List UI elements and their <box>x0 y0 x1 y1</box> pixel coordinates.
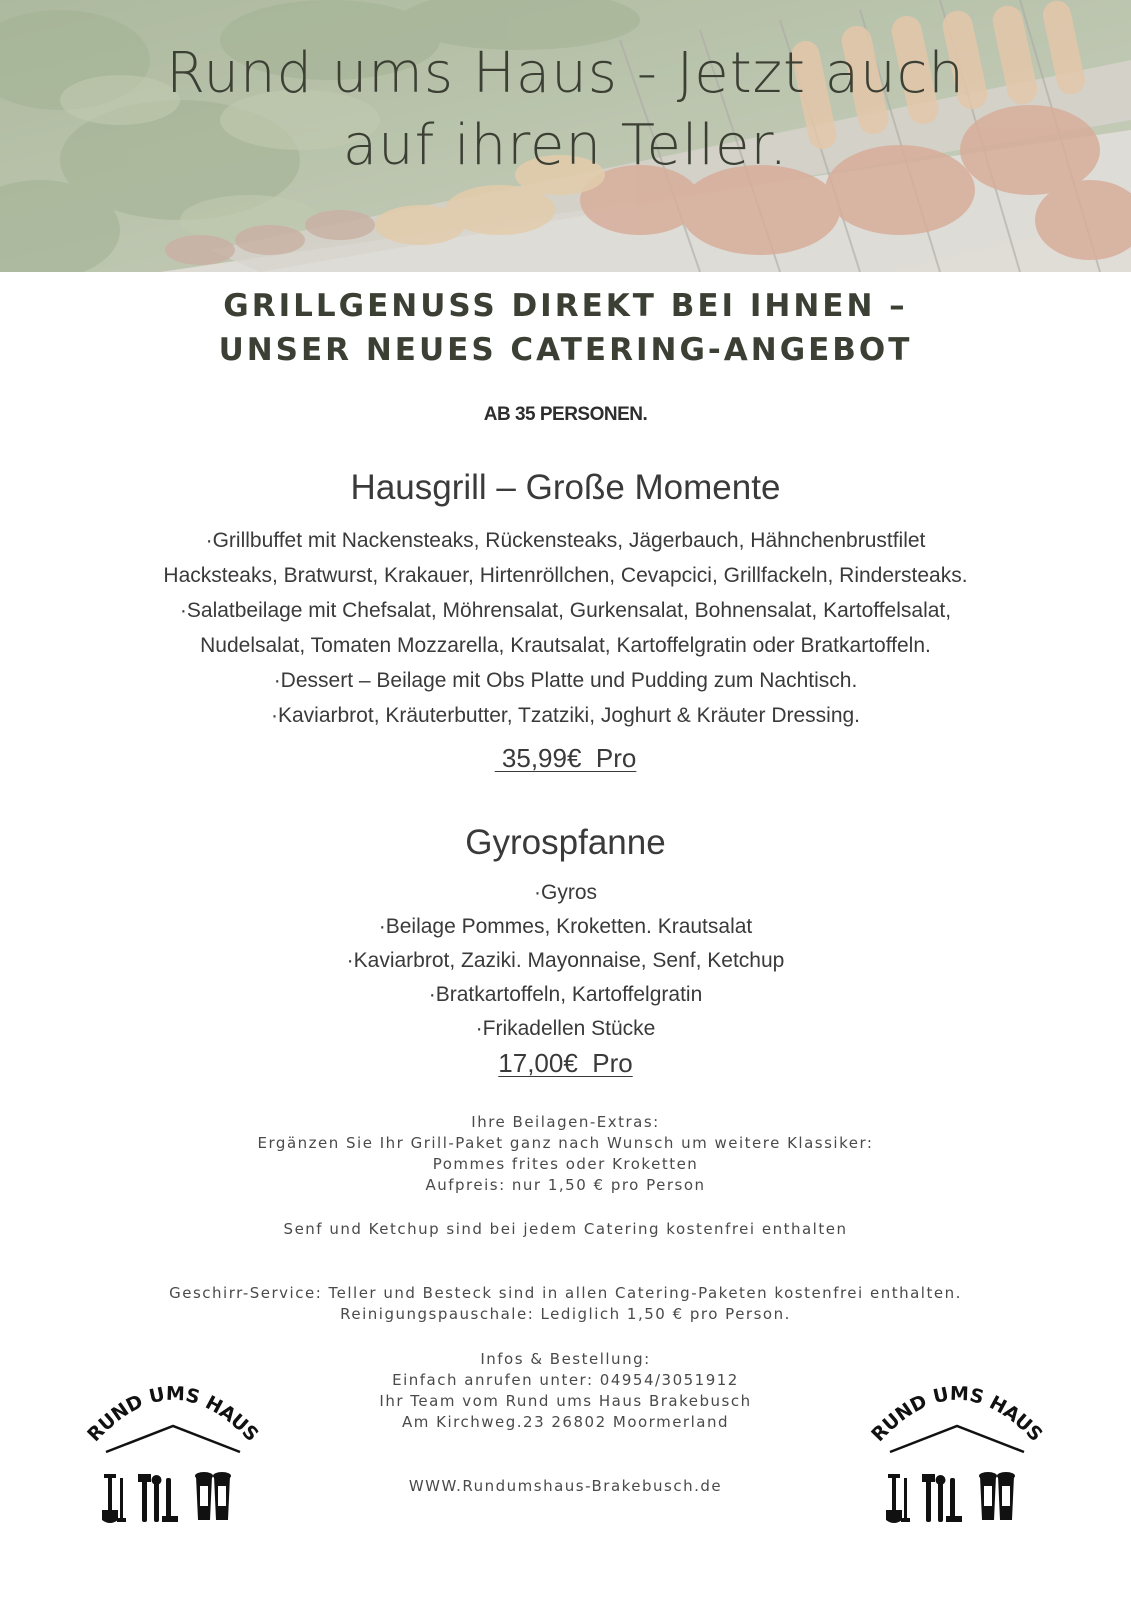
menu-line: ·Grillbuffet mit Nackensteaks, Rückensteaks, Jägerbauch, Hähnchenbrustfilet <box>205 529 926 552</box>
hausgrill-menu <box>0 523 1131 733</box>
hausgrill-title: Hausgrill – Große Momente <box>350 468 781 507</box>
menu-line: Hacksteaks, Bratwurst, Krakauer, Hirtenröllchen, Cevapcici, Grillfackeln, Rindersteaks. <box>163 564 968 587</box>
svg-text:RUND UMS HAUS <box>867 1383 1047 1446</box>
hero-banner <box>0 0 1131 272</box>
service-block <box>0 1283 1131 1325</box>
gyros-title: Gyrospfanne <box>465 823 666 862</box>
minimum-persons: AB 35 PERSONEN. <box>483 404 648 425</box>
roof-icon <box>890 1426 1024 1452</box>
tools-icon <box>138 1474 178 1522</box>
gyros-menu <box>0 876 1131 1046</box>
gyros-price-value: 17,00€ Pro <box>498 1048 633 1078</box>
contact-line: Ihr Team vom Rund ums Haus Brakebusch <box>379 1392 752 1410</box>
extras-block <box>0 1112 1131 1196</box>
extras-note: Senf und Ketchup sind bei jedem Catering kostenfrei enthalten <box>283 1220 848 1238</box>
extras-line: Ergänzen Sie Ihr Grill-Paket ganz nach Wunsch um weitere Klassiker: <box>257 1134 874 1152</box>
menu-line: Nudelsalat, Tomaten Mozzarella, Krautsalat, Kartoffelgratin oder Bratkartoffeln. <box>200 634 931 657</box>
hero-title-line-1: Rund ums Haus - Jetzt auch <box>166 41 965 106</box>
svg-text:RUND UMS HAUS <box>83 1383 263 1446</box>
headline-line-1: GRILLGENUSS DIREKT BEI IHNEN – <box>223 288 908 324</box>
tools-icon <box>922 1474 962 1522</box>
hero-title-line-2: auf ihren Teller. <box>342 113 789 178</box>
page-headline <box>0 284 1131 372</box>
website-link[interactable]: WWW.Rundumshaus-Brakebusch.de <box>408 1477 723 1495</box>
extras-line: Pommes frites oder Kroketten <box>432 1155 699 1173</box>
shovel-icon <box>102 1474 126 1523</box>
hero-title <box>0 38 1131 182</box>
menu-line: ·Kaviarbrot, Zaziki. Mayonnaise, Senf, Ketchup <box>346 949 785 972</box>
menu-line: ·Bratkartoffeln, Kartoffelgratin <box>428 983 703 1006</box>
beer-glasses-icon <box>979 1472 1015 1520</box>
logo-right <box>862 1370 1052 1540</box>
hausgrill-price <box>0 743 1131 774</box>
menu-line: ·Dessert – Beilage mit Obs Platte und Pudding zum Nachtisch. <box>273 669 858 692</box>
menu-line: ·Beilage Pommes, Kroketten. Krautsalat <box>378 915 753 938</box>
menu-line: ·Frikadellen Stücke <box>475 1017 656 1040</box>
logo-text: RUND UMS HAUS <box>867 1382 1047 1446</box>
contact-line: Einfach anrufen unter: 04954/3051912 <box>392 1371 739 1389</box>
contact-line: Infos & Bestellung: <box>480 1350 651 1368</box>
gyros-price <box>0 1048 1131 1079</box>
contact-line: Am Kirchweg.23 26802 Moormerland <box>402 1413 729 1431</box>
shovel-icon <box>886 1474 910 1523</box>
extras-line: Ihre Beilagen-Extras: <box>471 1113 660 1131</box>
beer-glasses-icon <box>195 1472 231 1520</box>
hausgrill-price-value: 35,99€ Pro <box>494 743 637 773</box>
menu-line: ·Salatbeilage mit Chefsalat, Möhrensalat, Gurkensalat, Bohnensalat, Kartoffelsalat, <box>179 599 952 622</box>
headline-line-2: UNSER NEUES CATERING-ANGEBOT <box>218 332 913 368</box>
service-line: Geschirr-Service: Teller und Besteck sind in allen Catering-Paketen kostenfrei enthalten. <box>169 1284 962 1302</box>
logo-left <box>78 1370 268 1540</box>
menu-line: ·Kaviarbrot, Kräuterbutter, Tzatziki, Joghurt & Kräuter Dressing. <box>270 704 861 727</box>
roof-icon <box>106 1426 240 1452</box>
logo-text: RUND UMS HAUS <box>83 1382 263 1446</box>
extras-line: Aufpreis: nur 1,50 € pro Person <box>425 1176 706 1194</box>
menu-line: ·Gyros <box>534 881 597 904</box>
service-line: Reinigungspauschale: Lediglich 1,50 € pro Person. <box>340 1305 791 1323</box>
